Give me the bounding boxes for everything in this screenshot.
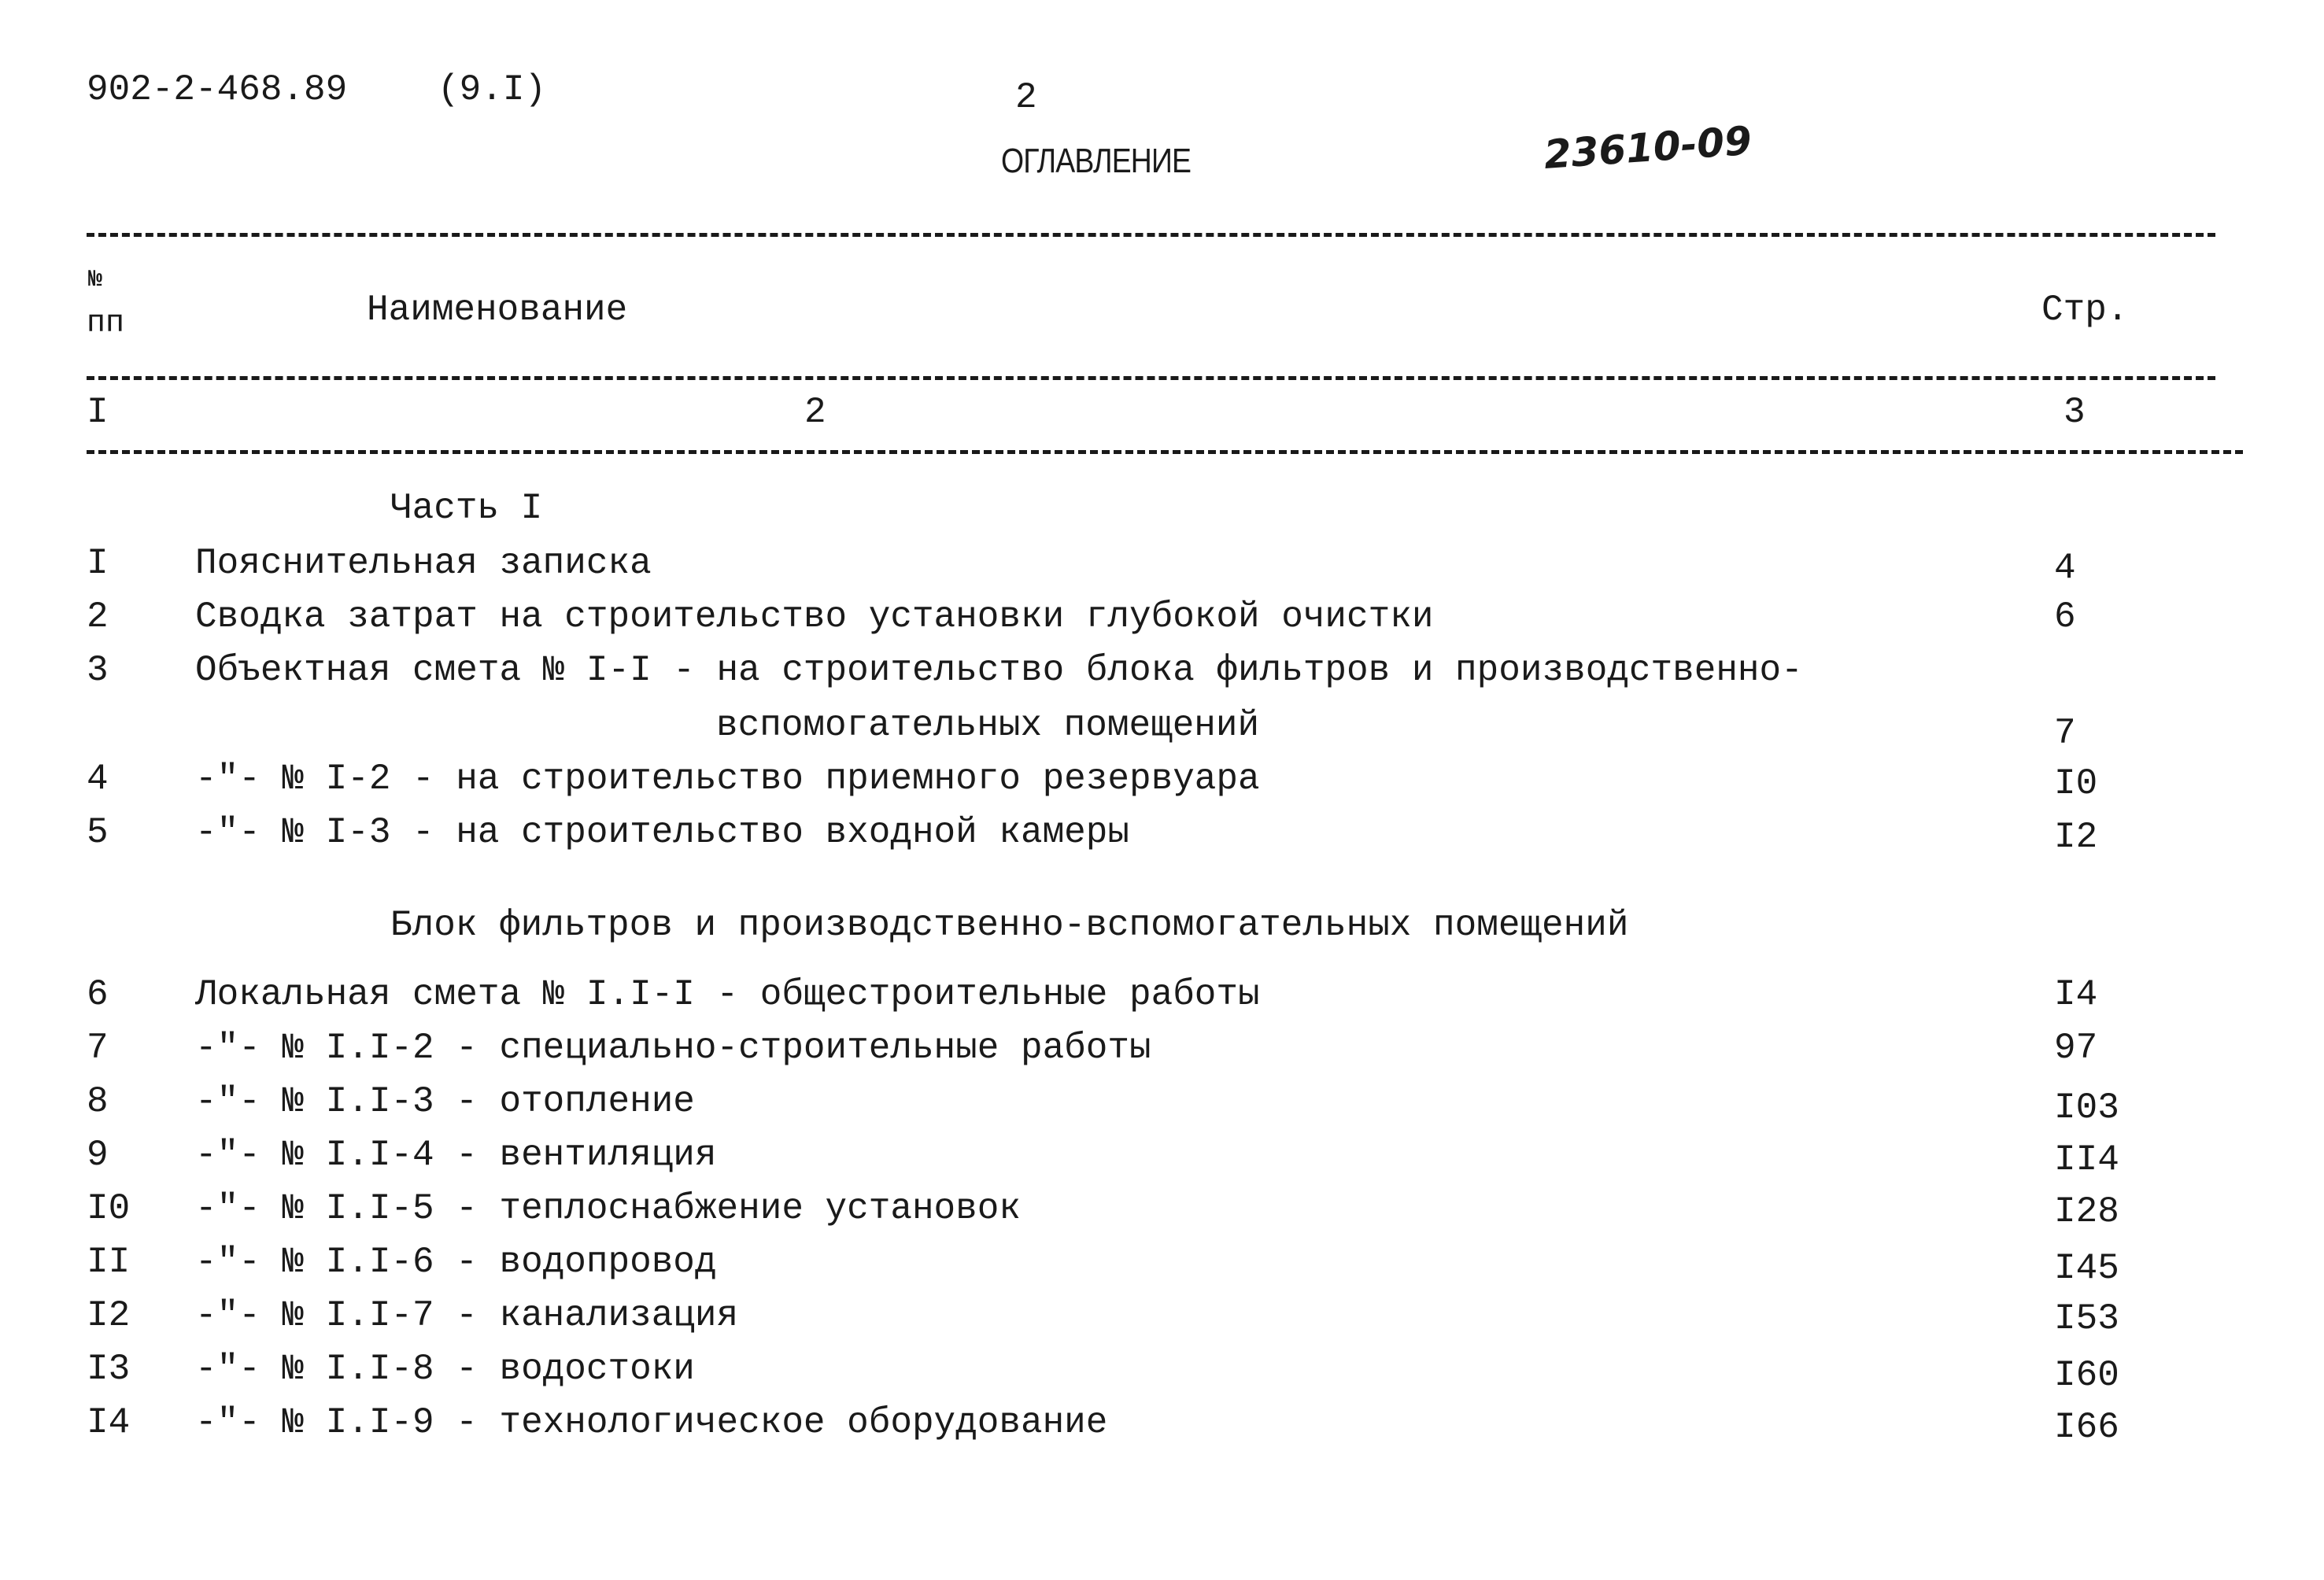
- row-number: I2: [87, 1295, 131, 1336]
- row-page: I60: [2054, 1355, 2119, 1396]
- page-title: ОГЛАВЛЕНИЕ: [1001, 142, 1192, 180]
- row-number: 8: [87, 1081, 109, 1122]
- row-page: I2: [2054, 817, 2098, 858]
- divider: [87, 233, 2215, 237]
- row-title: -"- № I-2 - на строительство приемного резервуара: [195, 759, 1260, 799]
- row-title: Локальная смета № I.I-I - общестроительные работы: [195, 974, 1260, 1015]
- row-number: 5: [87, 812, 109, 853]
- row-title: -"- № I.I-5 - теплоснабжение установок: [195, 1188, 1021, 1229]
- divider: [87, 450, 2243, 454]
- column-name-label: Наименование: [367, 290, 628, 330]
- row-title: -"- № I-3 - на строительство входной камеры: [195, 812, 1129, 853]
- row-title-continuation: вспомогательных помещений: [716, 705, 1260, 746]
- row-number: 3: [87, 650, 109, 691]
- row-title: Пояснительная записка: [195, 543, 652, 584]
- column-num-label-top: №: [88, 267, 103, 293]
- column-number-2: 2: [804, 392, 826, 433]
- document-code: 902-2-468.89: [87, 69, 348, 110]
- row-title: -"- № I.I-9 - технологическое оборудование: [195, 1402, 1108, 1443]
- row-page: I03: [2054, 1087, 2119, 1128]
- row-page: I45: [2054, 1248, 2119, 1289]
- row-page: I4: [2054, 974, 2098, 1015]
- row-page: 97: [2054, 1028, 2098, 1069]
- row-page: 7: [2054, 713, 2076, 754]
- row-title: -"- № I.I-8 - водостоки: [195, 1349, 695, 1390]
- row-page: 6: [2054, 596, 2076, 637]
- row-title: -"- № I.I-6 - водопровод: [195, 1242, 717, 1283]
- row-number: I0: [87, 1188, 131, 1229]
- row-number: I: [87, 543, 109, 584]
- row-number: 7: [87, 1028, 109, 1069]
- handwritten-number: 23610-09: [1542, 117, 1753, 178]
- document-part: (9.I): [438, 69, 547, 110]
- row-page: 4: [2054, 548, 2076, 589]
- row-number: 6: [87, 974, 109, 1015]
- column-page-label: Стр.: [2041, 290, 2129, 330]
- row-page: I53: [2054, 1298, 2119, 1339]
- row-title: Сводка затрат на строительство установки глубокой очистки: [195, 596, 1434, 637]
- column-num-label-bottom: пп: [87, 306, 125, 341]
- row-number: 2: [87, 596, 109, 637]
- row-number: I4: [87, 1402, 131, 1443]
- row-page: I0: [2054, 763, 2098, 804]
- row-page: II4: [2054, 1139, 2119, 1180]
- section-heading: Часть I: [390, 488, 543, 529]
- row-title: -"- № I.I-2 - специально-строительные работы: [195, 1028, 1151, 1069]
- row-number: II: [87, 1242, 131, 1283]
- divider: [87, 376, 2215, 380]
- row-number: 9: [87, 1135, 109, 1176]
- column-number-1: I: [87, 392, 109, 433]
- row-title: -"- № I.I-4 - вентиляция: [195, 1135, 717, 1176]
- row-title: -"- № I.I-7 - канализация: [195, 1295, 739, 1336]
- page-number: 2: [1015, 77, 1037, 118]
- row-number: I3: [87, 1349, 131, 1390]
- row-title: Объектная смета № I-I - на строительство блока фильтров и производственно-: [195, 650, 1803, 691]
- row-title: -"- № I.I-3 - отопление: [195, 1081, 695, 1122]
- section-heading: Блок фильтров и производственно-вспомогательных помещений: [390, 905, 1629, 946]
- row-page: I66: [2054, 1407, 2119, 1448]
- row-number: 4: [87, 759, 109, 799]
- column-number-3: 3: [2064, 392, 2086, 433]
- row-page: I28: [2054, 1191, 2119, 1232]
